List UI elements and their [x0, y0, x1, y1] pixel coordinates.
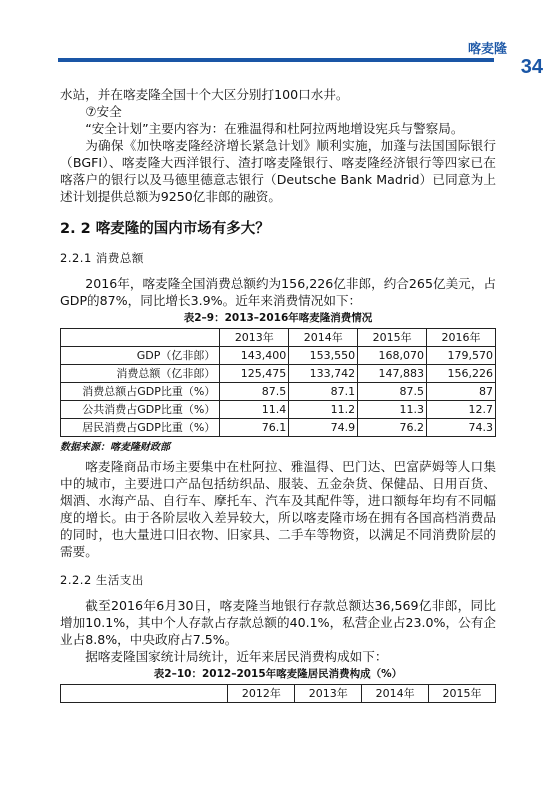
table-cell: 125,475 — [220, 365, 289, 383]
table-header-cell: 2015年 — [429, 685, 496, 703]
table-cell: 87 — [427, 383, 496, 401]
table-row-label: 公共消费占GDP比重（%） — [61, 401, 220, 419]
table-row — [61, 365, 496, 383]
stats-intro-paragraph: 据喀麦隆国家统计局统计，近年来居民消费构成如下： — [85, 649, 388, 664]
table-row-label: 消费总额（亿非郎） — [61, 365, 220, 383]
table-header-row — [61, 685, 496, 703]
table-cell: 87.5 — [358, 383, 427, 401]
table-2-10-caption: 表2–10：2012–2015年喀麦隆居民消费构成（%） — [153, 668, 403, 680]
table-cell: 87.5 — [220, 383, 289, 401]
table-header-cell: 2015年 — [358, 329, 427, 347]
household-consumption-table — [60, 684, 496, 703]
table-cell: 11.2 — [289, 401, 358, 419]
header-title: 喀麦隆 — [467, 42, 507, 57]
item-security-heading: ⑦安全 — [85, 104, 122, 119]
table-row — [61, 347, 496, 365]
table-cell: 11.4 — [220, 401, 289, 419]
section-heading-2-2-2: 2.2.2 生活支出 — [60, 573, 144, 587]
table-cell: 74.9 — [289, 419, 358, 437]
table-cell: 133,742 — [289, 365, 358, 383]
table-row-label: 居民消费占GDP比重（%） — [61, 419, 220, 437]
table-2-9-caption: 表2–9：2013–2016年喀麦隆消费情况 — [183, 312, 373, 324]
table-cell: 12.7 — [427, 401, 496, 419]
table-row-label: GDP（亿非郎） — [61, 347, 220, 365]
section-heading-2-2: 2. 2 喀麦隆的国内市场有多大？ — [60, 221, 270, 237]
table-row — [61, 401, 496, 419]
table-cell: 11.3 — [358, 401, 427, 419]
page-content — [60, 86, 496, 703]
table-row — [61, 419, 496, 437]
intro-paragraph-3: 为确保《加快喀麦隆经济增长紧急计划》顺利实施，加蓬与法国国际银行（BGFI）、喀麦隆大西洋银行、渣打喀麦隆银行、喀麦隆经济银行等四家已在喀落户的银行以及马德里德意志银行（Deutsche Bank Madrid）已同意为上述计划提供总额为9250亿非郎的融资。 — [60, 138, 496, 204]
market-paragraph: 喀麦隆商品市场主要集中在杜阿拉、雅温得、巴门达、巴富萨姆等人口集中的城市，主要进口产品包括纺织品、服装、五金杂货、保健品、日用百货、烟酒、水海产品、自行车、摩托车、汽车及其配件等，进口额每年均有不同幅度的增长。由于各阶层收入差异较大，所以喀麦隆市场在拥有各国高档消费品的同时，也大量进口旧衣物、旧家具、二手车等物资，以满足不同消费阶层的需要。 — [60, 459, 496, 559]
table-header-cell: 2014年 — [362, 685, 429, 703]
table-cell: 76.1 — [220, 419, 289, 437]
table-header-cell: 2014年 — [289, 329, 358, 347]
table-cell: 168,070 — [358, 347, 427, 365]
consumption-table — [60, 328, 496, 437]
table-header-cell: 2016年 — [427, 329, 496, 347]
intro-paragraph-2: “安全计划”主要内容为：在雅温得和杜阿拉两地增设宪兵与警察局。 — [85, 121, 464, 136]
table-cell: 147,883 — [358, 365, 427, 383]
table-header-cell: 2013年 — [295, 685, 362, 703]
table-header-cell — [61, 685, 228, 703]
table-header-cell — [61, 329, 220, 347]
table-cell: 74.3 — [427, 419, 496, 437]
table-row — [61, 383, 496, 401]
page-number: 34 — [520, 56, 543, 78]
table-row-label: 消费总额占GDP比重（%） — [61, 383, 220, 401]
table-cell: 156,226 — [427, 365, 496, 383]
table-cell: 87.1 — [289, 383, 358, 401]
table-cell: 179,570 — [427, 347, 496, 365]
deposits-paragraph: 截至2016年6月30日，喀麦隆当地银行存款总额达36,569亿非郎，同比增加10.1%，其中个人存款占存款总额的40.1%，私营企业占23.0%，公有企业占8.8%，中央政府占7.5%。 — [60, 598, 496, 647]
table-cell: 153,550 — [289, 347, 358, 365]
table-header-cell: 2013年 — [220, 329, 289, 347]
table-header-row — [61, 329, 496, 347]
table-header-cell: 2012年 — [228, 685, 295, 703]
section-heading-2-2-1: 2.2.1 消费总额 — [60, 251, 144, 265]
table-cell: 143,400 — [220, 347, 289, 365]
header-rule — [58, 58, 494, 62]
consumption-paragraph: 2016年，喀麦隆全国消费总额约为156,226亿非郎，约合265亿美元，占GDP的87%，同比增长3.9%。近年来消费情况如下： — [60, 276, 496, 308]
data-source-note: 数据来源：喀麦隆财政部 — [60, 442, 170, 453]
intro-paragraph-1: 水站，并在喀麦隆全国十个大区分别打100口水井。 — [60, 87, 349, 102]
table-cell: 76.2 — [358, 419, 427, 437]
